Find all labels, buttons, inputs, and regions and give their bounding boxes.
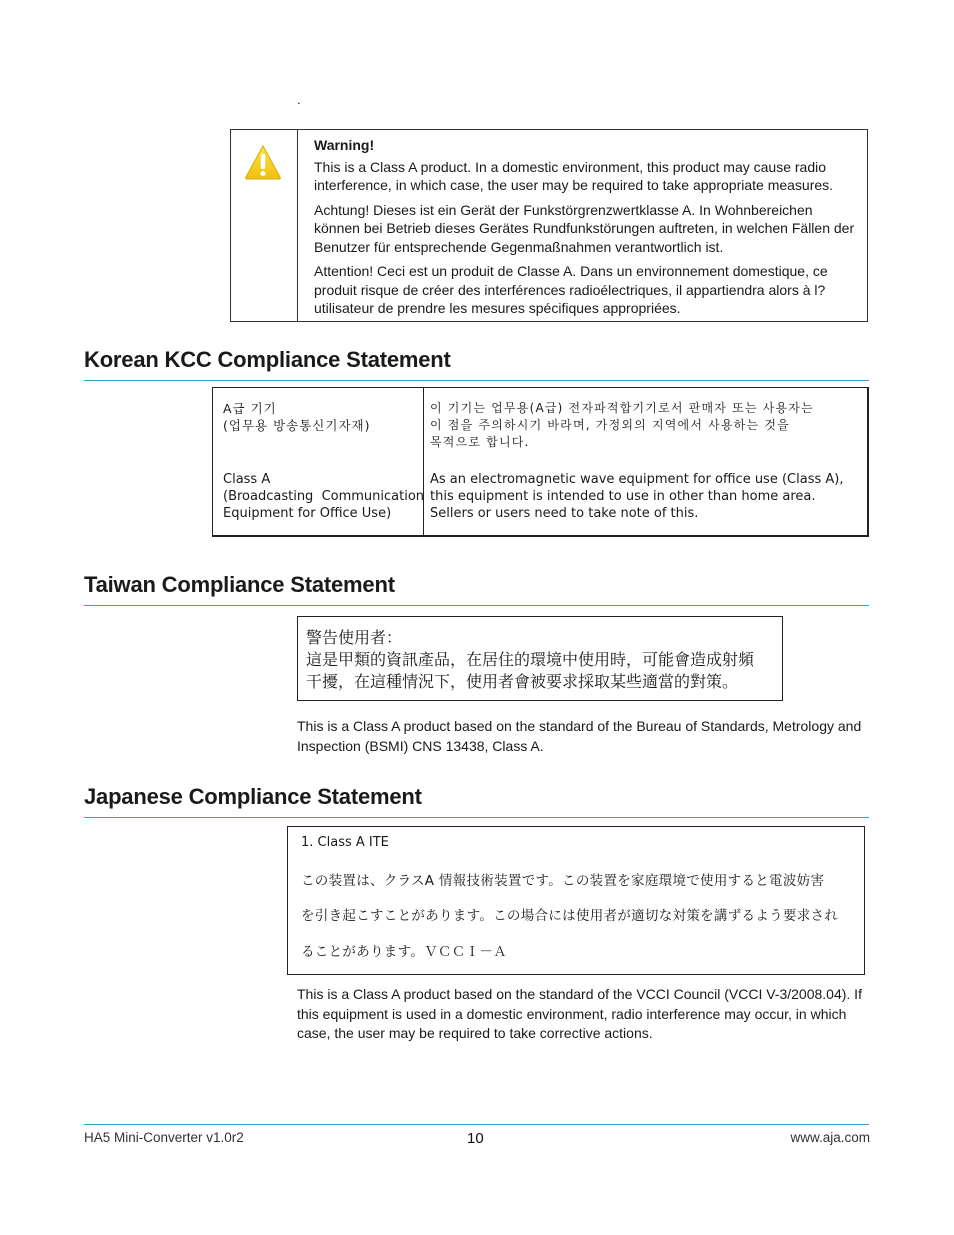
taiwan-heading: Taiwan Compliance Statement — [84, 572, 395, 597]
taiwan-rule — [84, 605, 869, 606]
footer-doc-title: HA5 Mini-Converter v1.0r2 — [84, 1130, 244, 1145]
warning-icon-cell — [231, 130, 298, 321]
warning-english: This is a Class A product. In a domestic environment, this product may cause radio interference, in which case, the user may be required to take appropriate measures. — [314, 158, 834, 193]
warning-triangle-icon — [244, 144, 282, 180]
korean-rule — [84, 380, 869, 381]
japan-line0: 1. Class A ITE — [301, 835, 389, 850]
korean-right-kor-line3: 목적으로 합니다. — [430, 435, 530, 449]
korean-table — [212, 387, 869, 537]
taiwan-box — [297, 616, 783, 701]
japan-line3: ることがあります。ＶＣＣＩ－Ａ — [301, 944, 507, 960]
japan-box — [287, 826, 865, 975]
korean-left-english — [223, 471, 424, 522]
japan-line1: この装置は、クラスA 情報技術装置です。この装置を家庭環境で使用すると電波妨害 — [301, 873, 825, 889]
footer-page-number: 10 — [467, 1130, 484, 1147]
korean-right-eng-line2: this equipment is intended to use in other than home area. — [430, 489, 816, 504]
korean-left-kor-line2: (업무용 방송통신기자재) — [223, 418, 371, 433]
japan-note: This is a Class A product based on the standard of the VCCI Council (VCCI V-3/2008.04). If this equipment is used in a domestic environment, radio interference may occur, in which case, the user may be required to take corrective actions. — [297, 986, 862, 1041]
korean-left-eng-line1: Class A — [223, 472, 271, 487]
warning-box — [230, 129, 868, 322]
taiwan-line2: 這是甲類的資訊產品，在居住的環境中使用時，可能會造成射頻 — [306, 650, 755, 669]
japan-heading: Japanese Compliance Statement — [84, 784, 422, 809]
korean-heading: Korean KCC Compliance Statement — [84, 347, 451, 372]
korean-left-eng-line3: Equipment for Office Use) — [223, 506, 392, 521]
stray-dot: . — [297, 92, 301, 107]
taiwan-line3: 干擾，在這種情況下，使用者會被要求採取某些適當的對策。 — [306, 672, 739, 691]
footer-rule — [84, 1124, 869, 1125]
korean-right-kor-line1: 이 기기는 업무용(A급) 전자파적합기기로서 판매자 또는 사용자는 — [430, 401, 814, 415]
korean-right-korean — [430, 400, 814, 451]
footer-website: www.aja.com — [790, 1130, 870, 1145]
korean-left-eng-line2: (Broadcasting Communication — [223, 489, 425, 504]
japan-line2: を引き起こすことがあります。この場合には使用者が適切な対策を講ずるよう要求され — [301, 908, 839, 924]
korean-left-korean — [223, 400, 370, 434]
japan-rule — [84, 817, 869, 818]
warning-french: Attention! Ceci est un produit de Classe A. Dans un environnement domestique, ce produit risque de créer des interférences radioélectriques, il appartiendra alors à l?utilisateur de prendre les mesures spécifiques appropriées. — [314, 263, 828, 316]
korean-right-kor-line2: 이 점을 주의하시기 바라며, 가정외의 지역에서 사용하는 것을 — [430, 418, 790, 432]
warning-title: Warning! — [314, 137, 375, 153]
taiwan-line1: 警告使用者： — [306, 628, 403, 647]
korean-right-eng-line3: Sellers or users need to take note of this. — [430, 506, 699, 521]
korean-right-english — [430, 471, 843, 522]
korean-left-kor-line1: A급 기기 — [223, 401, 277, 416]
warning-german: Achtung! Dieses ist ein Gerät der Funkstörgrenzwertklasse A. In Wohnbereichen können bei Betrieb dieses Gerätes Rundfunkstörungen auftreten, in welchen Fällen der Benutzer für entsprechende Gegenmaßnahmen verantwortlich ist. — [314, 201, 855, 255]
taiwan-note: This is a Class A product based on the standard of the Bureau of Standards, Metrology and Inspection (BSMI) CNS 13438, Class A. — [297, 718, 862, 754]
korean-right-eng-line1: As an electromagnetic wave equipment for office use (Class A), — [430, 472, 844, 487]
warning-text — [314, 136, 859, 324]
